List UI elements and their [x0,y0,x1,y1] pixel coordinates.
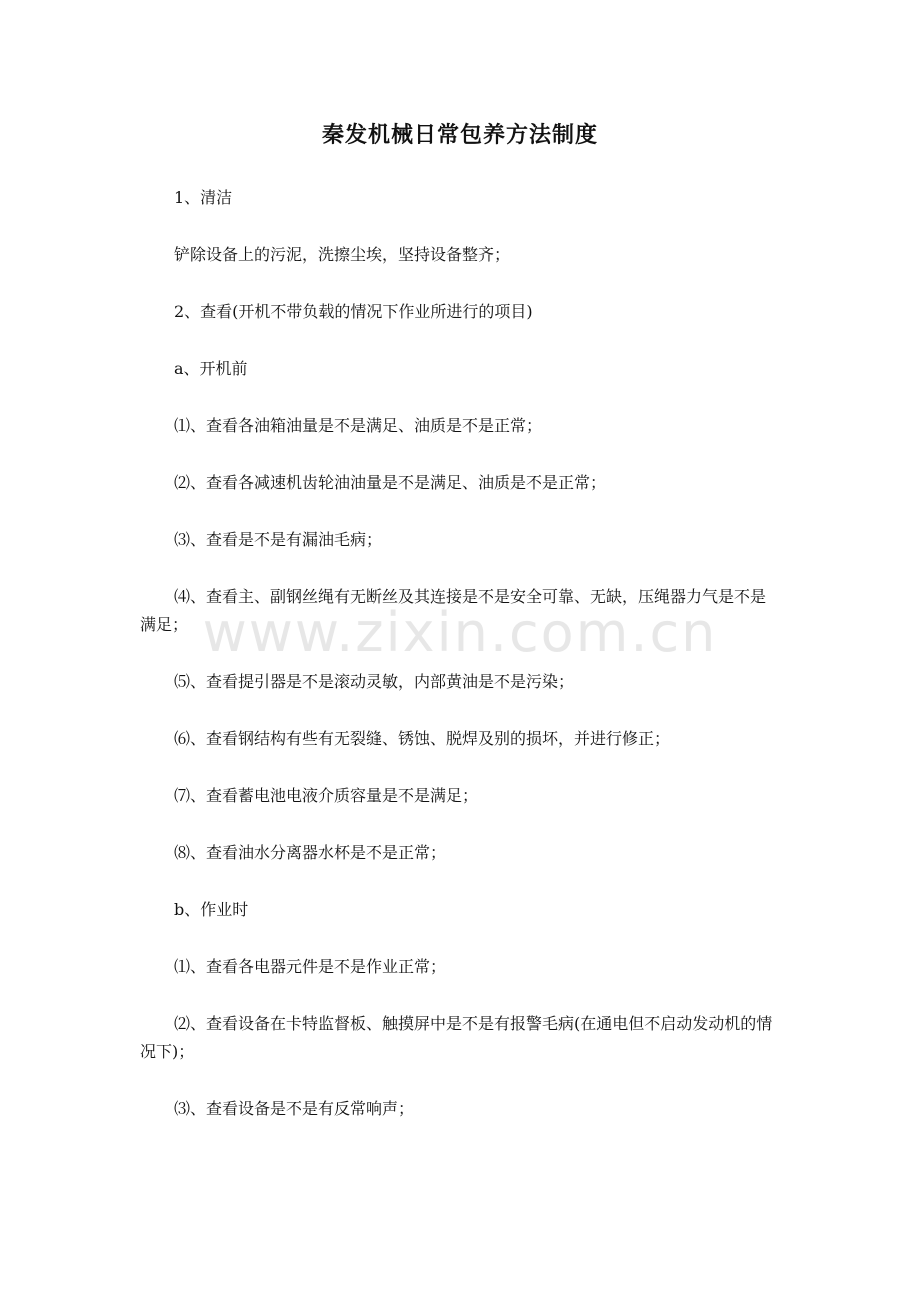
paragraph: ⑵、查看设备在卡特监督板、触摸屏中是不是有报警毛病(在通电但不启动发动机的情况下)； [140,1014,773,1061]
document-title: 秦发机械日常包养方法制度 [321,123,598,148]
paragraph: ⑶、查看是不是有漏油毛病； [174,530,383,549]
paragraph: ⑴、查看各电器元件是不是作业正常； [174,957,447,976]
watermark: www.zixin.com.cn [202,601,718,664]
paragraph: 铲除设备上的污泥，洗擦尘埃，坚持设备整齐； [174,245,511,264]
paragraph: ⑻、查看油水分离器水杯是不是正常； [174,843,447,862]
paragraph: ⑴、查看各油箱油量是不是满足、油质是不是正常； [174,416,543,435]
paragraph: ⑹、查看钢结构有些有无裂缝、锈蚀、脱焊及别的损坏，并进行修正； [174,729,671,748]
paragraph: ⑵、查看各减速机齿轮油油量是不是满足、油质是不是正常； [174,473,607,492]
document-body [140,184,780,1123]
paragraph: ⑸、查看提引器是不是滚动灵敏，内部黄油是不是污染； [174,672,575,691]
paragraph: ⑺、查看蓄电池电液介质容量是不是满足； [174,786,479,805]
paragraph: 1、清洁 [174,188,233,207]
paragraph: a、开机前 [174,359,248,378]
paragraph: 2、查看(开机不带负载的情况下作业所进行的项目) [174,302,533,321]
paragraph: ⑷、查看主、副钢丝绳有无断丝及其连接是不是安全可靠、无缺，压绳器力气是不是满足； [140,587,767,634]
paragraph: ⑶、查看设备是不是有反常响声； [174,1099,415,1118]
paragraph: b、作业时 [174,900,249,919]
